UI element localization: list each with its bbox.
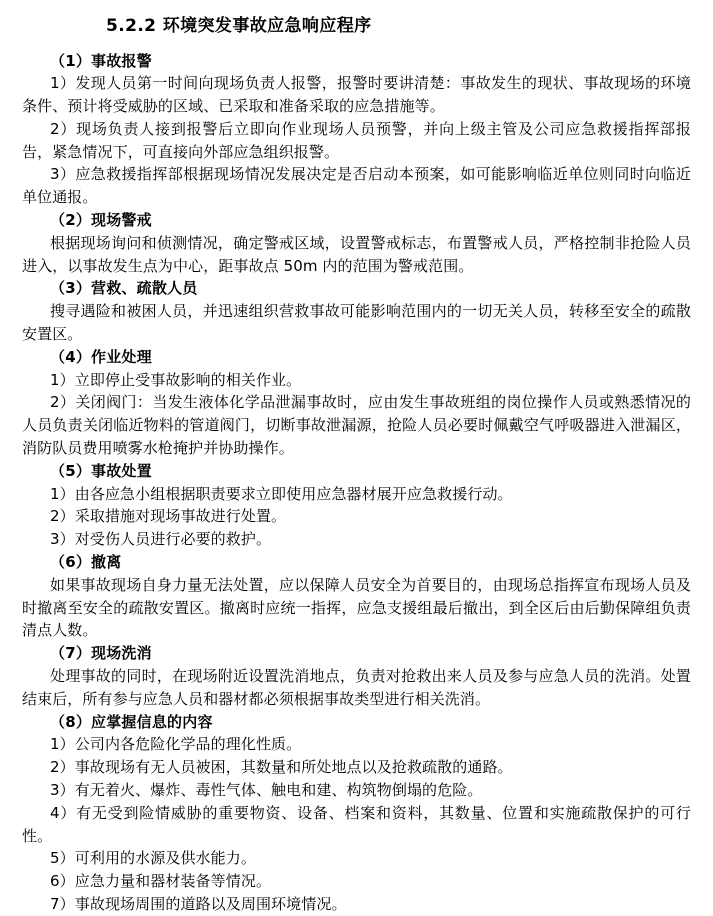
body-paragraph: 3）应急救援指挥部根据现场情况发展决定是否启动本预案，如可能影响临近单位则同时向临近单位通报。	[22, 165, 691, 207]
section-heading: （7）现场洗消	[50, 644, 152, 663]
body-paragraph: 2）现场负责人接到报警后立即向作业现场人员预警，并向上级主管及公司应急救援指挥部报告，紧急情况下，可直接向外部应急组织报警。	[22, 119, 691, 161]
body-paragraph: 1）立即停止受事故影响的相关作业。	[50, 370, 302, 389]
body-paragraph: 如果事故现场自身力量无法处置，应以保障人员安全为首要目的，由现场总指挥宣布现场人员及时撤离至安全的疏散安置区。撤离时应统一指挥，应急支援组最后撤出，到全区后由后勤保障组负责清点人数。	[22, 575, 691, 640]
section-heading: （2）现场警戒	[50, 211, 152, 230]
document-body	[22, 50, 691, 916]
body-paragraph: 3）有无着火、爆炸、毒性气体、触电和建、构筑物倒塌的危险。	[50, 781, 483, 799]
body-paragraph: 2）采取措施对现场事故进行处置。	[50, 507, 287, 526]
section-heading: （8）应掌握信息的内容	[50, 712, 213, 731]
body-paragraph: 根据现场询问和侦测情况，确定警戒区域，设置警戒标志，布置警戒人员，严格控制非抢险人员进入，以事故发生点为中心，距事故点 50m 内的范围为警戒范围。	[22, 233, 691, 275]
page-title: 5.2.2 环境突发事故应急响应程序	[106, 16, 372, 36]
body-paragraph: 4）有无受到险情威胁的重要物资、设备、档案和资料，其数量、位置和实施疏散保护的可行性。	[22, 803, 691, 845]
section-heading: （1）事故报警	[50, 51, 152, 70]
body-paragraph: 1）由各应急小组根据职责要求立即使用应急器材展开应急救援行动。	[50, 484, 513, 503]
body-paragraph: 3）对受伤人员进行必要的救护。	[50, 530, 272, 549]
body-paragraph: 7）事故现场周围的道路以及周围环境情况。	[50, 894, 347, 913]
section-heading: （5）事故处置	[50, 461, 152, 480]
section-heading: （4）作业处理	[50, 347, 152, 366]
body-paragraph: 2）事故现场有无人员被困，其数量和所处地点以及抢救疏散的通路。	[50, 758, 513, 777]
body-paragraph: 处理事故的同时，在现场附近设置洗消地点，负责对抢救出来人员及参与应急人员的洗消。处置结束后，所有参与应急人员和器材都必须根据事故类型进行相关洗消。	[22, 667, 691, 708]
body-paragraph: 5）可利用的水源及供水能力。	[50, 849, 256, 868]
body-paragraph: 2）关闭阀门：当发生液体化学品泄漏事故时，应由发生事故班组的岗位操作人员或熟悉情况的人员负责关闭临近物料的管道阀门，切断事故泄漏源，抢险人员必要时佩戴空气呼吸器进入泄漏区，消防队员费用喷雾水枪掩护并协助操作。	[22, 393, 691, 458]
body-paragraph: 搜寻遇险和被困人员，并迅速组织营救事故可能影响范围内的一切无关人员，转移至安全的疏散安置区。	[22, 302, 691, 344]
body-paragraph: 1）公司内各危险化学品的理化性质。	[50, 735, 302, 754]
body-paragraph: 1）发现人员第一时间向现场负责人报警，报警时要讲清楚：事故发生的现状、事故现场的环境条件、预计将受威胁的区域、已采取和准备采取的应急措施等。	[22, 74, 691, 116]
section-heading: （3）营救、疏散人员	[50, 279, 198, 298]
body-paragraph: 6）应急力量和器材装备等情况。	[50, 872, 272, 891]
section-heading: （6）撤离	[50, 553, 122, 572]
